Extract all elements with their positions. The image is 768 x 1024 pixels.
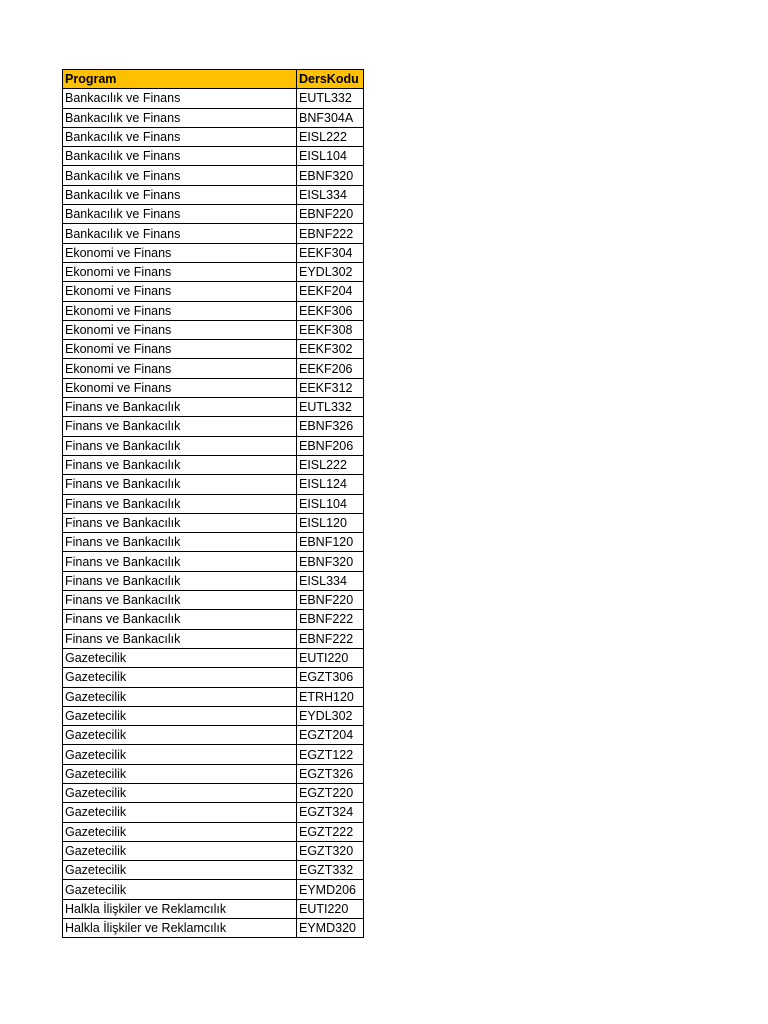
table-body (63, 89, 364, 938)
table-row (63, 861, 364, 880)
table-row (63, 320, 364, 339)
derskodu-cell: EYMD320 (297, 919, 364, 938)
table-row (63, 475, 364, 494)
program-cell: Bankacılık ve Finans (63, 224, 297, 243)
program-cell: Finans ve Bankacılık (63, 455, 297, 474)
program-cell: Finans ve Bankacılık (63, 475, 297, 494)
derskodu-cell: EEKF306 (297, 301, 364, 320)
program-cell: Finans ve Bankacılık (63, 417, 297, 436)
table-row (63, 282, 364, 301)
program-cell: Bankacılık ve Finans (63, 127, 297, 146)
derskodu-cell: EUTL332 (297, 89, 364, 108)
derskodu-cell: EBNF326 (297, 417, 364, 436)
derskodu-cell: EGZT122 (297, 745, 364, 764)
table-row (63, 726, 364, 745)
derskodu-cell: EISL222 (297, 127, 364, 146)
program-cell: Ekonomi ve Finans (63, 301, 297, 320)
table-row (63, 591, 364, 610)
program-cell: Finans ve Bankacılık (63, 494, 297, 513)
table-row (63, 108, 364, 127)
table-row (63, 205, 364, 224)
header-program: Program (63, 70, 297, 89)
derskodu-cell: EYMD206 (297, 880, 364, 899)
table-row (63, 494, 364, 513)
program-cell: Gazetecilik (63, 803, 297, 822)
table-row (63, 89, 364, 108)
table-row (63, 378, 364, 397)
derskodu-cell: EBNF206 (297, 436, 364, 455)
table-row (63, 533, 364, 552)
program-cell: Halkla İlişkiler ve Reklamcılık (63, 919, 297, 938)
derskodu-cell: EBNF320 (297, 166, 364, 185)
program-cell: Finans ve Bankacılık (63, 552, 297, 571)
table-row (63, 455, 364, 474)
table-row (63, 398, 364, 417)
table-row (63, 166, 364, 185)
program-cell: Gazetecilik (63, 764, 297, 783)
program-cell: Gazetecilik (63, 822, 297, 841)
derskodu-cell: EGZT326 (297, 764, 364, 783)
table-row (63, 147, 364, 166)
derskodu-cell: BNF304A (297, 108, 364, 127)
derskodu-cell: EUTL332 (297, 398, 364, 417)
table-row (63, 185, 364, 204)
table-row (63, 687, 364, 706)
table-row (63, 513, 364, 532)
program-cell: Ekonomi ve Finans (63, 320, 297, 339)
program-cell: Bankacılık ve Finans (63, 166, 297, 185)
table-row (63, 262, 364, 281)
table-row (63, 417, 364, 436)
table-row (63, 822, 364, 841)
table-row (63, 899, 364, 918)
program-cell: Gazetecilik (63, 687, 297, 706)
program-cell: Gazetecilik (63, 861, 297, 880)
program-cell: Finans ve Bankacılık (63, 513, 297, 532)
table-row (63, 340, 364, 359)
table-row (63, 301, 364, 320)
program-cell: Gazetecilik (63, 706, 297, 725)
program-cell: Finans ve Bankacılık (63, 398, 297, 417)
derskodu-cell: EUTI220 (297, 648, 364, 667)
program-cell: Ekonomi ve Finans (63, 243, 297, 262)
table-row (63, 706, 364, 725)
program-cell: Gazetecilik (63, 668, 297, 687)
derskodu-cell: EBNF220 (297, 591, 364, 610)
table-row (63, 552, 364, 571)
derskodu-cell: EGZT220 (297, 783, 364, 802)
table-row (63, 668, 364, 687)
derskodu-cell: EGZT204 (297, 726, 364, 745)
derskodu-cell: EBNF220 (297, 205, 364, 224)
table-row (63, 803, 364, 822)
derskodu-cell: EYDL302 (297, 262, 364, 281)
derskodu-cell: EYDL302 (297, 706, 364, 725)
table-row (63, 629, 364, 648)
program-cell: Gazetecilik (63, 783, 297, 802)
program-cell: Bankacılık ve Finans (63, 185, 297, 204)
program-cell: Finans ve Bankacılık (63, 533, 297, 552)
program-cell: Ekonomi ve Finans (63, 340, 297, 359)
program-cell: Ekonomi ve Finans (63, 262, 297, 281)
derskodu-cell: EGZT332 (297, 861, 364, 880)
program-cell: Gazetecilik (63, 880, 297, 899)
table-row (63, 243, 364, 262)
derskodu-cell: EEKF204 (297, 282, 364, 301)
derskodu-cell: EGZT320 (297, 841, 364, 860)
table-row (63, 436, 364, 455)
table-row (63, 610, 364, 629)
table-header (63, 70, 364, 89)
program-cell: Gazetecilik (63, 648, 297, 667)
program-cell: Ekonomi ve Finans (63, 378, 297, 397)
derskodu-cell: EEKF304 (297, 243, 364, 262)
course-table (62, 69, 364, 938)
program-cell: Finans ve Bankacılık (63, 610, 297, 629)
table-row (63, 880, 364, 899)
program-cell: Ekonomi ve Finans (63, 282, 297, 301)
table-row (63, 841, 364, 860)
program-cell: Halkla İlişkiler ve Reklamcılık (63, 899, 297, 918)
table-row (63, 127, 364, 146)
derskodu-cell: ETRH120 (297, 687, 364, 706)
derskodu-cell: EBNF320 (297, 552, 364, 571)
derskodu-cell: EUTI220 (297, 899, 364, 918)
derskodu-cell: EBNF222 (297, 224, 364, 243)
derskodu-cell: EBNF222 (297, 610, 364, 629)
derskodu-cell: EBNF222 (297, 629, 364, 648)
program-cell: Bankacılık ve Finans (63, 108, 297, 127)
table-row (63, 648, 364, 667)
program-cell: Ekonomi ve Finans (63, 359, 297, 378)
header-row (63, 70, 364, 89)
table-row (63, 571, 364, 590)
derskodu-cell: EISL120 (297, 513, 364, 532)
program-cell: Finans ve Bankacılık (63, 436, 297, 455)
derskodu-cell: EISL104 (297, 147, 364, 166)
derskodu-cell: EEKF312 (297, 378, 364, 397)
table-row (63, 745, 364, 764)
derskodu-cell: EGZT222 (297, 822, 364, 841)
derskodu-cell: EGZT324 (297, 803, 364, 822)
program-cell: Finans ve Bankacılık (63, 571, 297, 590)
derskodu-cell: EISL334 (297, 185, 364, 204)
derskodu-cell: EISL334 (297, 571, 364, 590)
table-row (63, 764, 364, 783)
derskodu-cell: EISL104 (297, 494, 364, 513)
program-cell: Finans ve Bankacılık (63, 591, 297, 610)
program-cell: Gazetecilik (63, 745, 297, 764)
derskodu-cell: EEKF302 (297, 340, 364, 359)
table-row (63, 359, 364, 378)
program-cell: Gazetecilik (63, 841, 297, 860)
program-cell: Finans ve Bankacılık (63, 629, 297, 648)
program-cell: Gazetecilik (63, 726, 297, 745)
table-row (63, 783, 364, 802)
table-row (63, 919, 364, 938)
derskodu-cell: EISL222 (297, 455, 364, 474)
program-cell: Bankacılık ve Finans (63, 205, 297, 224)
derskodu-cell: EGZT306 (297, 668, 364, 687)
derskodu-cell: EISL124 (297, 475, 364, 494)
derskodu-cell: EEKF206 (297, 359, 364, 378)
header-derskodu: DersKodu (297, 70, 364, 89)
program-cell: Bankacılık ve Finans (63, 89, 297, 108)
table-row (63, 224, 364, 243)
derskodu-cell: EBNF120 (297, 533, 364, 552)
derskodu-cell: EEKF308 (297, 320, 364, 339)
program-cell: Bankacılık ve Finans (63, 147, 297, 166)
